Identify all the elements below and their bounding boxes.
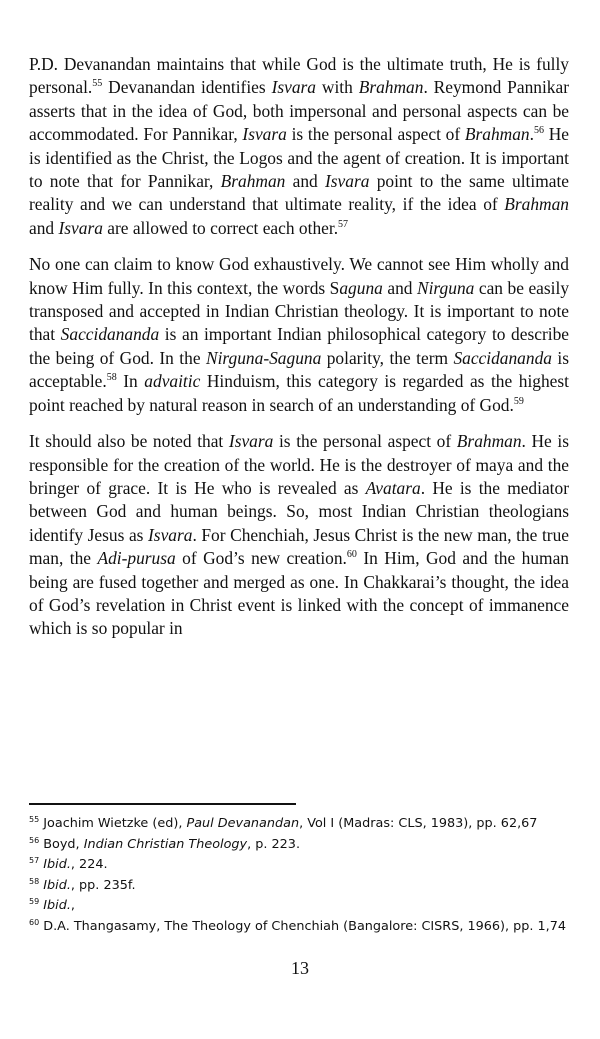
italic-term: Ibid. bbox=[43, 877, 71, 893]
paragraph: No one can claim to know God exhaustively. We cannot see Him wholly and know Him fully. In this context, the words Saguna and Nirguna can be easily transposed and accepted in Indian Christian theology. It is important to note that Saccidananda is an important Indian philosophical category to describe the being of God. In the Nirguna-Saguna polarity, the term Saccidananda is acceptable.$^{58}$ In advaitic Hinduism, this category is regarded as the highest point reached by natural reason in search of an understanding of God.$^{59}$ bbox=[29, 254, 570, 415]
footnote: $^{59}$ Ibid., bbox=[29, 897, 75, 913]
footnote-marker: 56 bbox=[533, 125, 544, 137]
italic-term: Saccidananda bbox=[453, 347, 552, 368]
footnote-marker: 59 bbox=[29, 897, 40, 906]
italic-term: Isvara bbox=[271, 77, 316, 98]
italic-term: Isvara bbox=[325, 171, 370, 192]
italic-term: Brahman bbox=[504, 194, 569, 215]
footnote-marker: 59 bbox=[513, 395, 524, 407]
italic-term: Ibid. bbox=[43, 857, 71, 872]
footnotes bbox=[29, 814, 569, 937]
footnote: $^{56}$ Boyd, Indian Christian Theology, p. 223. bbox=[29, 835, 301, 852]
italic-term: Brahman bbox=[220, 171, 286, 192]
italic-term: Isvara bbox=[242, 124, 287, 145]
footnote-marker: 58 bbox=[29, 876, 40, 886]
italic-term: Isvara bbox=[58, 217, 103, 238]
paragraph: It should also be noted that Isvara is the personal aspect of Brahman. He is responsible for the creation of the world. He is the destroyer of maya and the bringer of grace. It is He who is revealed as Avatara. He is the mediator between God and human beings. So, most Indian Christian theologians identify Jesus as Isvara. For Chenchiah, Jesus Christ is the new man, the true man, the Adi-purusa of God’s new creation.$^{60}$ In Him, God and the human being are fused together and merged as one. In Chakkarai’s thought, the idea of God’s revelation in Christ event is linked with the concept of immanence which is so popular in bbox=[29, 431, 570, 639]
footnote: $^{57}$ Ibid., 224. bbox=[29, 856, 108, 872]
italic-term: Saccidananda bbox=[60, 324, 160, 345]
page-number: 13 bbox=[291, 958, 309, 978]
italic-term: Avatara bbox=[365, 477, 421, 498]
footnote-marker: 57 bbox=[338, 218, 349, 230]
italic-term: Brahman bbox=[464, 124, 530, 145]
footnote-marker: 55 bbox=[92, 78, 103, 90]
footnote-marker: 60 bbox=[29, 917, 40, 927]
footnote: $^{58}$ Ibid., pp. 235f. bbox=[29, 876, 136, 893]
body-text bbox=[29, 53, 569, 654]
italic-term: Isvara bbox=[228, 431, 274, 452]
italic-term: Ibid. bbox=[43, 898, 71, 913]
italic-term: Isvara bbox=[148, 524, 193, 545]
footnote: $^{55}$ Joachim Wietzke (ed), Paul Devanandan, Vol I (Madras: CLS, 1983), pp. 62,67 bbox=[29, 815, 538, 831]
italic-term: Brahman bbox=[456, 431, 522, 452]
italic-term: Paul Devanandan bbox=[186, 816, 300, 831]
footnote-marker: 60 bbox=[346, 549, 357, 561]
footnote-marker: 57 bbox=[29, 856, 40, 865]
italic-term: Nirguna bbox=[417, 277, 475, 298]
footnote-marker: 58 bbox=[106, 372, 117, 384]
italic-term: Brahman bbox=[358, 77, 424, 98]
italic-term: Nirguna-Saguna bbox=[205, 347, 322, 368]
italic-term: aguna bbox=[339, 277, 383, 298]
italic-term: Adi-purusa bbox=[97, 548, 176, 569]
footnote-marker: 56 bbox=[29, 835, 40, 845]
paragraph: P.D. Devanandan maintains that while God is the ultimate truth, He is fully personal.$^{55}$ Devanandan identifies Isvara with Brahman. Reymond Pannikar asserts that in the idea of God, both impersonal and personal aspects can be accommodated. For Pannikar, Isvara is the personal aspect of Brahman.$^{56}$ He is identified as the Christ, the Logos and the agent of creation. It is important to note that for Pannikar, Brahman and Isvara point to the same ultimate reality and we can understand that ultimate reality, if the idea of Brahman and Isvara are allowed to correct each other.$^{57}$ bbox=[29, 54, 570, 238]
footnote-marker: 55 bbox=[29, 815, 40, 824]
footnote-divider bbox=[29, 803, 296, 805]
italic-term: advaitic bbox=[144, 371, 201, 392]
footnote: $^{60}$ D.A. Thangasamy, The Theology of Chenchiah (Bangalore: CISRS, 1966), pp. 1,74 bbox=[29, 917, 567, 934]
italic-term: Indian Christian Theology bbox=[83, 836, 248, 852]
